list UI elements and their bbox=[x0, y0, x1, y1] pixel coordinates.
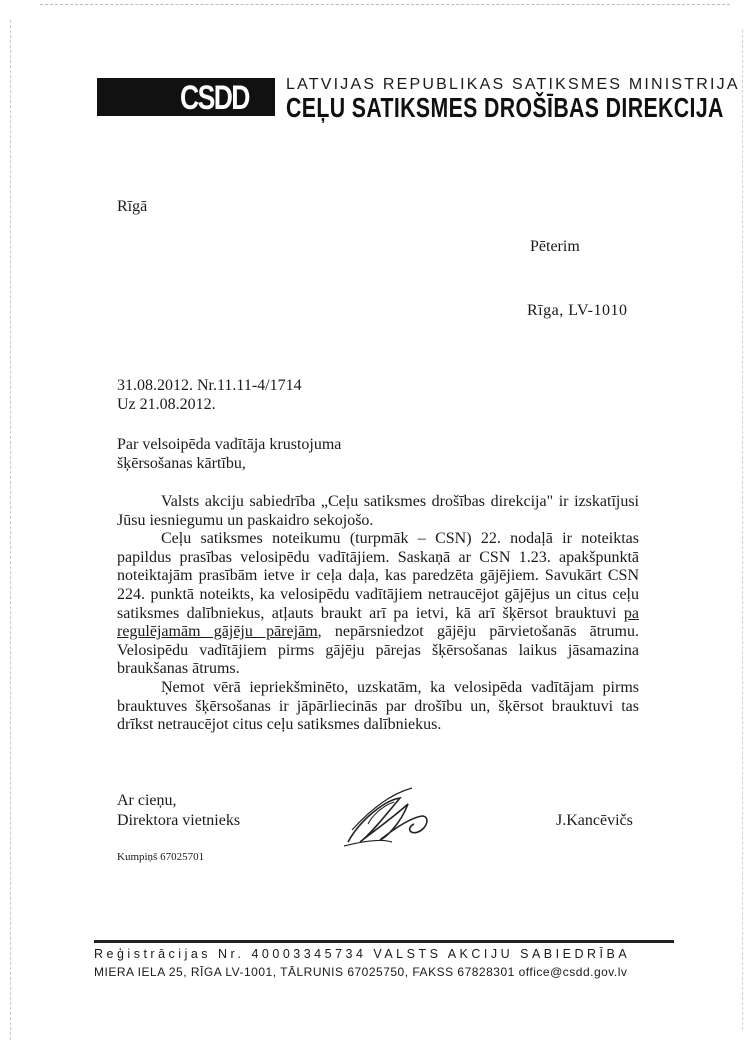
scan-edge-top bbox=[40, 4, 730, 5]
letter-body bbox=[117, 493, 639, 735]
ministry-name: LATVIJAS REPUBLIKAS SATIKSMES MINISTRIJA bbox=[286, 76, 740, 93]
paragraph-3: Ņemot vērā iepriekšminēto, uzskatām, ka velosipēda vadītājam pirms brauktuves šķērsošanas ir jāpārliecinās par drošību un, šķērsot brauktuvi tas drīkst netraucējot citus ceļu satiksmes dalībniekus. bbox=[117, 678, 639, 734]
recipient-name: Pēterim bbox=[530, 238, 580, 255]
footer-address: MIERA IELA 25, RĪGA LV-1001, TĀLRUNIS 67025750, FAKSS 67828301 office@csdd.gov.lv bbox=[94, 965, 628, 979]
paragraph-1: Valsts akciju sabiedrība „Ceļu satiksmes drošības direkcija" ir izskatījusi Jūsu iesniegumu un paskaidro sekojošo. bbox=[117, 493, 639, 529]
contact-person: Kumpiņš 67025701 bbox=[117, 851, 205, 863]
csdd-logo: CSDD bbox=[180, 79, 249, 117]
signer-name: J.Kancēvičs bbox=[556, 812, 633, 829]
footer-registration: Reģistrācijas Nr. 40003345734 VALSTS AKCIJU SABIEDRĪBA bbox=[94, 947, 631, 961]
handwritten-signature bbox=[330, 780, 450, 860]
reference-date: Uz 21.08.2012. bbox=[117, 396, 216, 413]
paragraph-2-text-b: , nepārsniedzot gājēju pārvietošanās ātrumu. Velosipēdu vadītājiem pirms gājēju pārejas šķērsošanas laikus jāsamazina braukšanas ātrums. bbox=[117, 623, 639, 678]
paragraph-2 bbox=[117, 530, 639, 679]
signer-title: Direktora vietnieks bbox=[117, 812, 241, 829]
organization-name: CEĻU SATIKSMES DROŠĪBAS DIREKCIJA bbox=[286, 92, 724, 123]
place: Rīgā bbox=[117, 198, 148, 215]
scan-edge-left bbox=[10, 20, 11, 1040]
subject-line-1: Par velsoipēda vadītāja krustojuma bbox=[117, 436, 342, 453]
subject-line-2: šķērsošanas kārtību, bbox=[117, 455, 246, 472]
paragraph-2-underlined: pa regulējamām gājēju pārejām bbox=[117, 604, 639, 641]
paragraph-2-text-a: Ceļu satiksmes noteikumu (turpmāk – CSN) 22. nodaļā ir noteiktas papildus prasības velosipēdu vadītājiem. Saskaņā ar CSN 1.23. apakšpunktā noteiktajām prasībām ietve ir ceļa daļa, kas paredzēta gājējiem. Savukārt CSN 224. punktā noteikts, ka velosipēdu vadītājiem netraucējot gājējus un citus ceļu satiksmes dalībniekus, atļauts braukt arī pa ietvi, kā arī šķērsot brauktuvi bbox=[117, 530, 639, 622]
reference-number: 31.08.2012. Nr.11.11-4/1714 bbox=[117, 377, 302, 394]
footer-rule bbox=[94, 940, 674, 943]
closing-greeting: Ar cieņu, bbox=[117, 792, 177, 809]
scan-edge-right bbox=[742, 30, 743, 1030]
recipient-city: Rīga, LV-1010 bbox=[527, 302, 628, 319]
